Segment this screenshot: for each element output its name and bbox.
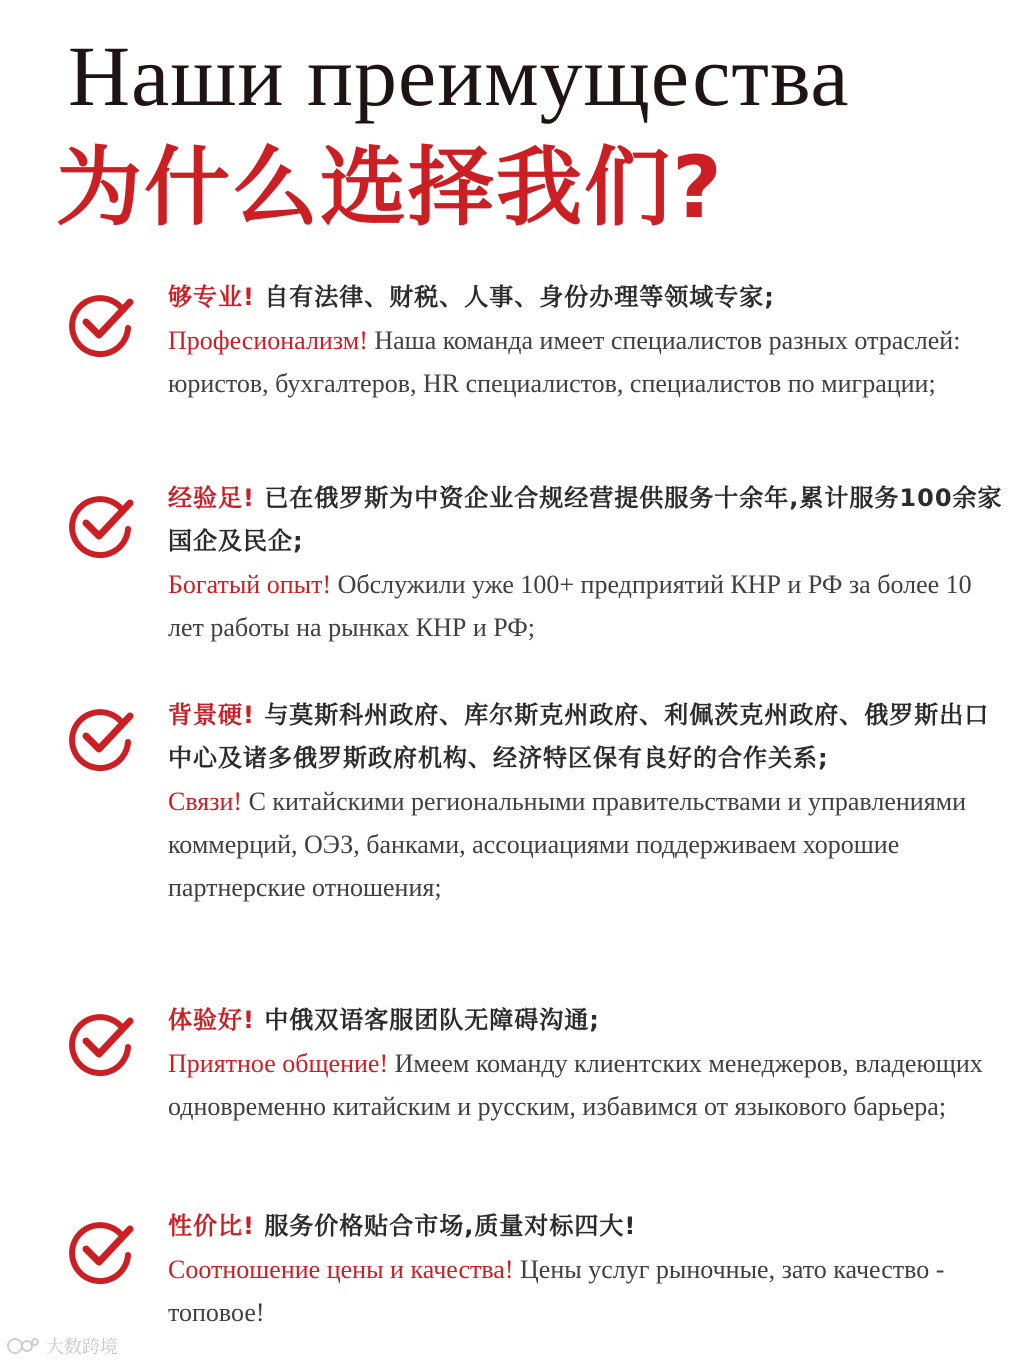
item-zh-line: [168, 1205, 1008, 1248]
watermark-text: 大数跨境: [46, 1337, 118, 1358]
item-zh-key: 经验足!: [168, 484, 255, 512]
item-zh-key: 性价比!: [168, 1212, 255, 1240]
item-zh-text: 服务价格贴合市场,质量对标四大!: [264, 1212, 637, 1240]
item-zh-line: [168, 694, 1008, 780]
item-zh-line: [168, 276, 1008, 319]
item-ru-text: Обслужили уже 100+ предприятий КНР и РФ за более 10 лет работы на рынках КНР и РФ;: [168, 570, 972, 642]
item-zh-text: 已在俄罗斯为中资企业合规经营提供服务十余年,累计服务100余家国企及民企;: [168, 484, 1003, 555]
check-circle-icon: [66, 702, 138, 774]
check-circle-icon: [66, 1215, 138, 1287]
page-title: Наши преимущества: [68, 28, 850, 124]
check-circle-icon: [66, 489, 138, 561]
item-ru-line: [168, 563, 1008, 649]
check-circle-icon: [66, 1007, 138, 1079]
item-ru-key: Професионализм!: [168, 326, 368, 355]
check-circle-icon: [66, 288, 138, 360]
item-zh-line: [168, 477, 1008, 563]
item-ru-text: Наша команда имеет специалистов разных отраслей: юристов, бухгалтеров, HR специалистов, специалистов по миграции;: [168, 326, 961, 398]
item-ru-key: Богатый опыт!: [168, 570, 332, 599]
watermark: [6, 1331, 118, 1361]
item-zh-key: 够专业!: [168, 283, 255, 311]
item-ru-key: Приятное общение!: [168, 1049, 389, 1078]
item-zh-key: 背景硬!: [168, 701, 255, 729]
page-subtitle: 为什么选择我们?: [56, 138, 724, 238]
item-ru-line: [168, 319, 1008, 405]
item-ru-line: [168, 1042, 1008, 1128]
item-ru-line: [168, 780, 1008, 909]
item-ru-text: Имеем команду клиентских менеджеров, владеющих одновременно китайским и русским, избавимся от языкового барьера;: [168, 1049, 983, 1121]
item-ru-key: Соотношение цены и качества!: [168, 1255, 514, 1284]
item-ru-text: С китайскими региональными правительствами и управлениями коммерций, ОЭЗ, банками, ассоциациями поддерживаем хорошие партнерские отношения;: [168, 787, 967, 902]
item-zh-text: 自有法律、财税、人事、身份办理等领域专家;: [264, 283, 775, 311]
watermark-logo-icon: [6, 1334, 40, 1358]
item-ru-text: Цены услуг рыночные, зато качество - топовое!: [168, 1255, 945, 1327]
item-ru-line: [168, 1248, 1008, 1334]
item-ru-key: Связи!: [168, 787, 243, 816]
item-zh-text: 中俄双语客服团队无障碍沟通;: [264, 1006, 600, 1034]
item-zh-text: 与莫斯科州政府、库尔斯克州政府、利佩茨克州政府、俄罗斯出口中心及诸多俄罗斯政府机构、经济特区保有良好的合作关系;: [168, 701, 990, 772]
item-zh-key: 体验好!: [168, 1006, 255, 1034]
item-zh-line: [168, 999, 1008, 1042]
